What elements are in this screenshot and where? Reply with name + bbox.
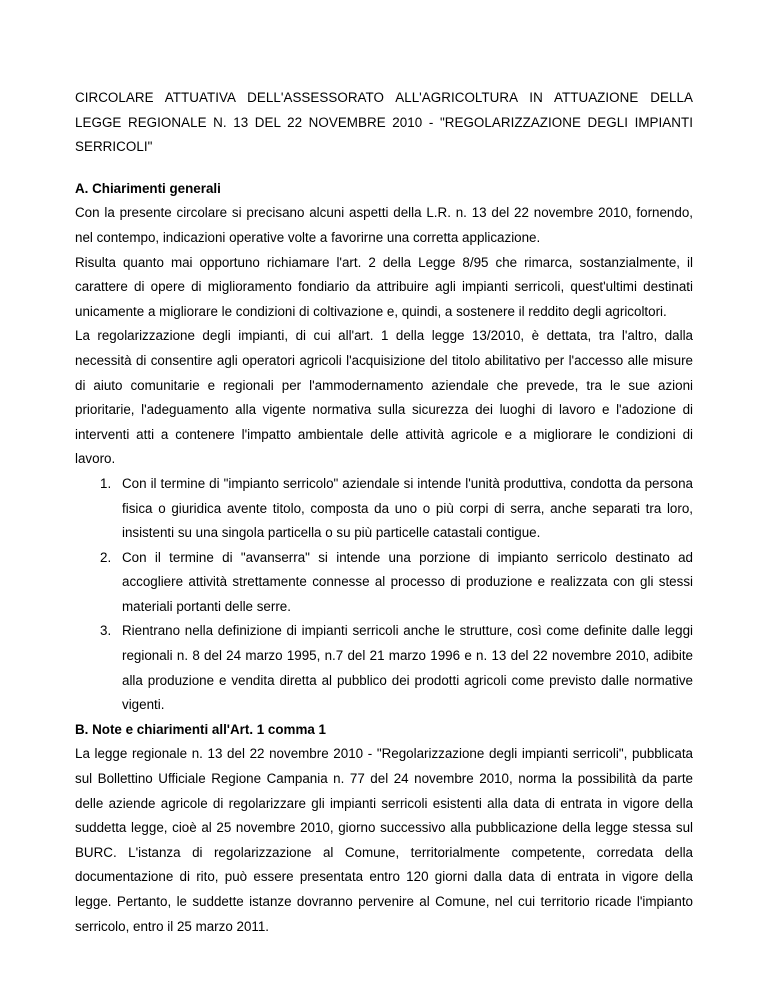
section-a-paragraph-1: Con la presente circolare si precisano alcuni aspetti della L.R. n. 13 del 22 novembre 2010, fornendo, nel contempo, indicazioni operative volte a favorirne una corretta applicazione. [75, 205, 693, 245]
section-a-paragraph-3: La regolarizzazione degli impianti, di cui all'art. 1 della legge 13/2010, è dettata, tra l'altro, dalla necessità di consentire agli operatori agricoli l'acquisizione del titolo abilitativo per l'accesso alle misure di aiuto comunitarie e regionali per l'ammodernamento aziendale che prevede, tra le sue azioni prioritarie, l'adeguamento alla vigente normativa sulla sicurezza dei luoghi di lavoro e l'adozione di interventi atti a contenere l'impatto ambientale delle attività agricole e a migliorare le condizioni di lavoro. [75, 328, 693, 467]
list-item-text: Rientrano nella definizione di impianti serricoli anche le strutture, così come definite dalle leggi regionali n. 8 del 24 marzo 1995, n.7 del 21 marzo 1996 e n. 13 del 22 novembre 2010, adibite alla produzione e vendita diretta al pubblico dei prodotti agricoli come previsto dalle normative vigenti. [122, 623, 693, 713]
list-item-text: Con il termine di "avanserra" si intende una porzione di impianto serricolo destinato ad accogliere attività strettamente connesse al processo di produzione e realizzata con gli stessi materiali portanti delle serre. [122, 549, 693, 614]
definitions-list [75, 472, 693, 718]
section-b-heading: B. Note e chiarimenti all'Art. 1 comma 1 [75, 721, 326, 737]
list-item-number: 1. [100, 475, 112, 491]
document-title: CIRCOLARE ATTUATIVA DELL'ASSESSORATO ALL'AGRICOLTURA IN ATTUAZIONE DELLA LEGGE REGIONALE N. 13 DEL 22 NOVEMBRE 2010 - "REGOLARIZZAZIONE DEGLI IMPIANTI SERRICOLI" [75, 90, 693, 155]
list-item [100, 619, 693, 717]
list-item-number: 2. [100, 549, 112, 565]
list-item [100, 546, 693, 620]
section-a [75, 177, 693, 718]
section-b-paragraph-1: La legge regionale n. 13 del 22 novembre 2010 - "Regolarizzazione degli impianti serricoli", pubblicata sul Bollettino Ufficiale Regione Campania n. 77 del 24 novembre 2010, norma la possibilità da parte delle aziende agricole di regolarizzare gli impianti serricoli esistenti alla data di entrata in vigore della suddetta legge, cioè al 25 novembre 2010, giorno successivo alla pubblicazione della legge stessa sul BURC. L'istanza di regolarizzazione al Comune, territorialmente competente, corredata della documentazione di rito, può essere presentata entro 120 giorni dalla data di entrata in vigore della legge. Pertanto, le suddette istanze dovranno pervenire al Comune, nel cui territorio ricade l'impianto serricolo, entro il 25 marzo 2011. [75, 746, 693, 934]
section-a-heading: A. Chiarimenti generali [75, 180, 221, 196]
list-item [100, 472, 693, 546]
section-b [75, 718, 693, 939]
list-item-number: 3. [100, 623, 112, 639]
section-a-paragraph-2: Risulta quanto mai opportuno richiamare l'art. 2 della Legge 8/95 che rimarca, sostanzialmente, il carattere di opere di miglioramento fondiario da attribuire agli impianti serricoli, quest'ultimi destinati unicamente a migliorare le condizioni di coltivazione e, quindi, a sostenere il reddito degli agricoltori. [75, 254, 693, 319]
list-item-text: Con il termine di "impianto serricolo" aziendale si intende l'unità produttiva, condotta da persona fisica o giuridica avente titolo, composta da uno o più corpi di serra, anche separati tra loro, insistenti su una singola particella o su più particelle catastali contigue. [122, 475, 693, 541]
